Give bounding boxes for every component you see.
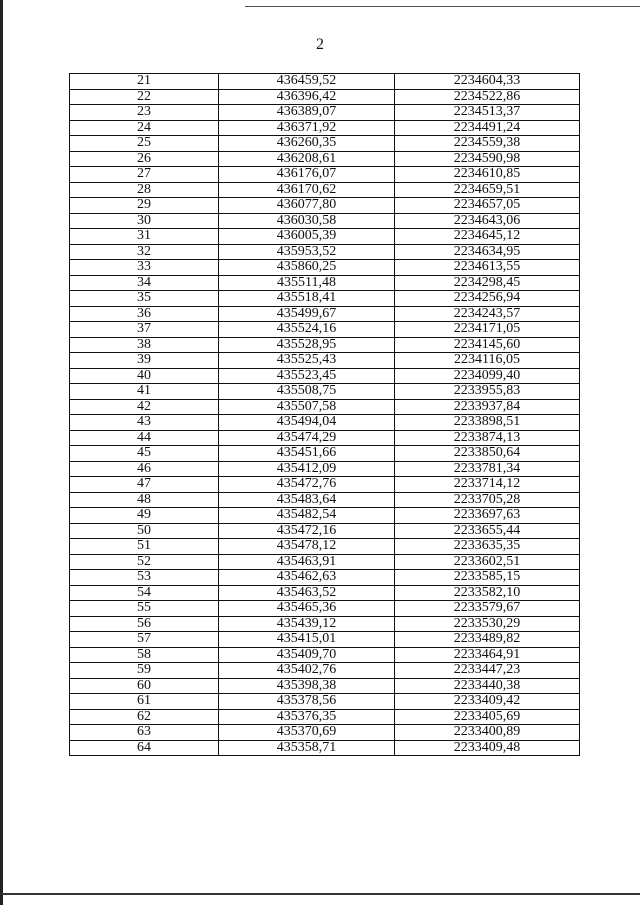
scan-left-edge (0, 0, 3, 905)
page-number: 2 (316, 36, 324, 53)
x-coordinate-cell: 435474,29 (219, 430, 395, 446)
table-row (70, 198, 580, 214)
y-coordinate-cell: 2234657,05 (395, 198, 580, 214)
x-coordinate-cell: 435525,43 (219, 353, 395, 369)
point-number-cell: 45 (70, 446, 219, 462)
table-row (70, 477, 580, 493)
x-coordinate-cell: 435860,25 (219, 260, 395, 276)
x-coordinate-cell: 435482,54 (219, 508, 395, 524)
x-coordinate-cell: 435409,70 (219, 647, 395, 663)
table-row (70, 725, 580, 741)
y-coordinate-cell: 2234643,06 (395, 213, 580, 229)
point-number-cell: 36 (70, 306, 219, 322)
y-coordinate-cell: 2233705,28 (395, 492, 580, 508)
y-coordinate-cell: 2233464,91 (395, 647, 580, 663)
x-coordinate-cell: 435524,16 (219, 322, 395, 338)
point-number-cell: 23 (70, 105, 219, 121)
table-row (70, 291, 580, 307)
table-row (70, 632, 580, 648)
table-row (70, 260, 580, 276)
point-number-cell: 25 (70, 136, 219, 152)
table-row (70, 337, 580, 353)
table-row (70, 415, 580, 431)
y-coordinate-cell: 2234610,85 (395, 167, 580, 183)
point-number-cell: 26 (70, 151, 219, 167)
table-row (70, 554, 580, 570)
point-number-cell: 21 (70, 74, 219, 90)
table-row (70, 709, 580, 725)
table-row (70, 616, 580, 632)
table-row (70, 446, 580, 462)
point-number-cell: 58 (70, 647, 219, 663)
x-coordinate-cell: 435472,76 (219, 477, 395, 493)
y-coordinate-cell: 2234559,38 (395, 136, 580, 152)
point-number-cell: 50 (70, 523, 219, 539)
point-number-cell: 49 (70, 508, 219, 524)
table-row (70, 244, 580, 260)
point-number-cell: 40 (70, 368, 219, 384)
y-coordinate-cell: 2233579,67 (395, 601, 580, 617)
x-coordinate-cell: 435483,64 (219, 492, 395, 508)
point-number-cell: 38 (70, 337, 219, 353)
scan-top-rule (245, 6, 640, 7)
point-number-cell: 28 (70, 182, 219, 198)
table-row (70, 74, 580, 90)
x-coordinate-cell: 435463,52 (219, 585, 395, 601)
x-coordinate-cell: 435528,95 (219, 337, 395, 353)
y-coordinate-cell: 2233898,51 (395, 415, 580, 431)
x-coordinate-cell: 436077,80 (219, 198, 395, 214)
point-number-cell: 63 (70, 725, 219, 741)
y-coordinate-cell: 2233447,23 (395, 663, 580, 679)
y-coordinate-cell: 2233955,83 (395, 384, 580, 400)
x-coordinate-cell: 435398,38 (219, 678, 395, 694)
y-coordinate-cell: 2233405,69 (395, 709, 580, 725)
table-row (70, 322, 580, 338)
point-number-cell: 60 (70, 678, 219, 694)
x-coordinate-cell: 436389,07 (219, 105, 395, 121)
point-number-cell: 53 (70, 570, 219, 586)
y-coordinate-cell: 2233635,35 (395, 539, 580, 555)
x-coordinate-cell: 435439,12 (219, 616, 395, 632)
y-coordinate-cell: 2234243,57 (395, 306, 580, 322)
point-number-cell: 64 (70, 740, 219, 756)
table-row (70, 492, 580, 508)
x-coordinate-cell: 436170,62 (219, 182, 395, 198)
point-number-cell: 41 (70, 384, 219, 400)
y-coordinate-cell: 2234634,95 (395, 244, 580, 260)
y-coordinate-cell: 2233655,44 (395, 523, 580, 539)
point-number-cell: 56 (70, 616, 219, 632)
point-number-cell: 32 (70, 244, 219, 260)
point-number-cell: 44 (70, 430, 219, 446)
x-coordinate-cell: 435463,91 (219, 554, 395, 570)
x-coordinate-cell: 435499,67 (219, 306, 395, 322)
x-coordinate-cell: 435511,48 (219, 275, 395, 291)
x-coordinate-cell: 435518,41 (219, 291, 395, 307)
point-number-cell: 22 (70, 89, 219, 105)
point-number-cell: 57 (70, 632, 219, 648)
point-number-cell: 51 (70, 539, 219, 555)
x-coordinate-cell: 435402,76 (219, 663, 395, 679)
x-coordinate-cell: 435465,36 (219, 601, 395, 617)
table-row (70, 647, 580, 663)
point-number-cell: 37 (70, 322, 219, 338)
x-coordinate-cell: 435376,35 (219, 709, 395, 725)
point-number-cell: 29 (70, 198, 219, 214)
x-coordinate-cell: 435412,09 (219, 461, 395, 477)
table-row (70, 601, 580, 617)
y-coordinate-cell: 2233714,12 (395, 477, 580, 493)
coordinates-table-body (70, 74, 580, 756)
x-coordinate-cell: 436371,92 (219, 120, 395, 136)
table-row (70, 120, 580, 136)
x-coordinate-cell: 435378,56 (219, 694, 395, 710)
y-coordinate-cell: 2233697,63 (395, 508, 580, 524)
y-coordinate-cell: 2234613,55 (395, 260, 580, 276)
y-coordinate-cell: 2233937,84 (395, 399, 580, 415)
y-coordinate-cell: 2233850,64 (395, 446, 580, 462)
scan-bottom-edge (0, 893, 640, 895)
point-number-cell: 27 (70, 167, 219, 183)
x-coordinate-cell: 436176,07 (219, 167, 395, 183)
y-coordinate-cell: 2234145,60 (395, 337, 580, 353)
y-coordinate-cell: 2234491,24 (395, 120, 580, 136)
y-coordinate-cell: 2234256,94 (395, 291, 580, 307)
table-row (70, 740, 580, 756)
point-number-cell: 33 (70, 260, 219, 276)
table-row (70, 399, 580, 415)
x-coordinate-cell: 436208,61 (219, 151, 395, 167)
y-coordinate-cell: 2233409,48 (395, 740, 580, 756)
point-number-cell: 34 (70, 275, 219, 291)
y-coordinate-cell: 2234116,05 (395, 353, 580, 369)
table-row (70, 508, 580, 524)
x-coordinate-cell: 435462,63 (219, 570, 395, 586)
table-row (70, 384, 580, 400)
x-coordinate-cell: 435953,52 (219, 244, 395, 260)
y-coordinate-cell: 2233602,51 (395, 554, 580, 570)
point-number-cell: 61 (70, 694, 219, 710)
table-row (70, 430, 580, 446)
table-row (70, 663, 580, 679)
table-row (70, 151, 580, 167)
y-coordinate-cell: 2234522,86 (395, 89, 580, 105)
y-coordinate-cell: 2234590,98 (395, 151, 580, 167)
y-coordinate-cell: 2234171,05 (395, 322, 580, 338)
x-coordinate-cell: 435415,01 (219, 632, 395, 648)
table-row (70, 570, 580, 586)
point-number-cell: 35 (70, 291, 219, 307)
y-coordinate-cell: 2234298,45 (395, 275, 580, 291)
point-number-cell: 39 (70, 353, 219, 369)
y-coordinate-cell: 2234099,40 (395, 368, 580, 384)
point-number-cell: 52 (70, 554, 219, 570)
y-coordinate-cell: 2233781,34 (395, 461, 580, 477)
x-coordinate-cell: 436005,39 (219, 229, 395, 245)
y-coordinate-cell: 2233440,38 (395, 678, 580, 694)
point-number-cell: 42 (70, 399, 219, 415)
y-coordinate-cell: 2233530,29 (395, 616, 580, 632)
point-number-cell: 62 (70, 709, 219, 725)
table-row (70, 353, 580, 369)
table-row (70, 229, 580, 245)
y-coordinate-cell: 2233874,13 (395, 430, 580, 446)
x-coordinate-cell: 435451,66 (219, 446, 395, 462)
point-number-cell: 48 (70, 492, 219, 508)
table-row (70, 89, 580, 105)
table-row (70, 461, 580, 477)
point-number-cell: 55 (70, 601, 219, 617)
table-row (70, 167, 580, 183)
x-coordinate-cell: 435507,58 (219, 399, 395, 415)
coordinates-table (69, 73, 580, 756)
table-row (70, 539, 580, 555)
x-coordinate-cell: 436260,35 (219, 136, 395, 152)
point-number-cell: 59 (70, 663, 219, 679)
y-coordinate-cell: 2233489,82 (395, 632, 580, 648)
y-coordinate-cell: 2233400,89 (395, 725, 580, 741)
table-row (70, 678, 580, 694)
x-coordinate-cell: 435508,75 (219, 384, 395, 400)
table-row (70, 306, 580, 322)
point-number-cell: 24 (70, 120, 219, 136)
point-number-cell: 46 (70, 461, 219, 477)
table-row (70, 368, 580, 384)
point-number-cell: 47 (70, 477, 219, 493)
table-row (70, 694, 580, 710)
x-coordinate-cell: 436396,42 (219, 89, 395, 105)
point-number-cell: 54 (70, 585, 219, 601)
table-row (70, 213, 580, 229)
table-row (70, 523, 580, 539)
point-number-cell: 31 (70, 229, 219, 245)
x-coordinate-cell: 436459,52 (219, 74, 395, 90)
x-coordinate-cell: 435370,69 (219, 725, 395, 741)
x-coordinate-cell: 435358,71 (219, 740, 395, 756)
table-row (70, 105, 580, 121)
x-coordinate-cell: 436030,58 (219, 213, 395, 229)
table-row (70, 182, 580, 198)
y-coordinate-cell: 2234659,51 (395, 182, 580, 198)
y-coordinate-cell: 2233409,42 (395, 694, 580, 710)
y-coordinate-cell: 2234604,33 (395, 74, 580, 90)
point-number-cell: 30 (70, 213, 219, 229)
y-coordinate-cell: 2234513,37 (395, 105, 580, 121)
x-coordinate-cell: 435494,04 (219, 415, 395, 431)
point-number-cell: 43 (70, 415, 219, 431)
y-coordinate-cell: 2233582,10 (395, 585, 580, 601)
table-row (70, 136, 580, 152)
table-row (70, 275, 580, 291)
y-coordinate-cell: 2233585,15 (395, 570, 580, 586)
x-coordinate-cell: 435523,45 (219, 368, 395, 384)
table-row (70, 585, 580, 601)
x-coordinate-cell: 435472,16 (219, 523, 395, 539)
y-coordinate-cell: 2234645,12 (395, 229, 580, 245)
x-coordinate-cell: 435478,12 (219, 539, 395, 555)
